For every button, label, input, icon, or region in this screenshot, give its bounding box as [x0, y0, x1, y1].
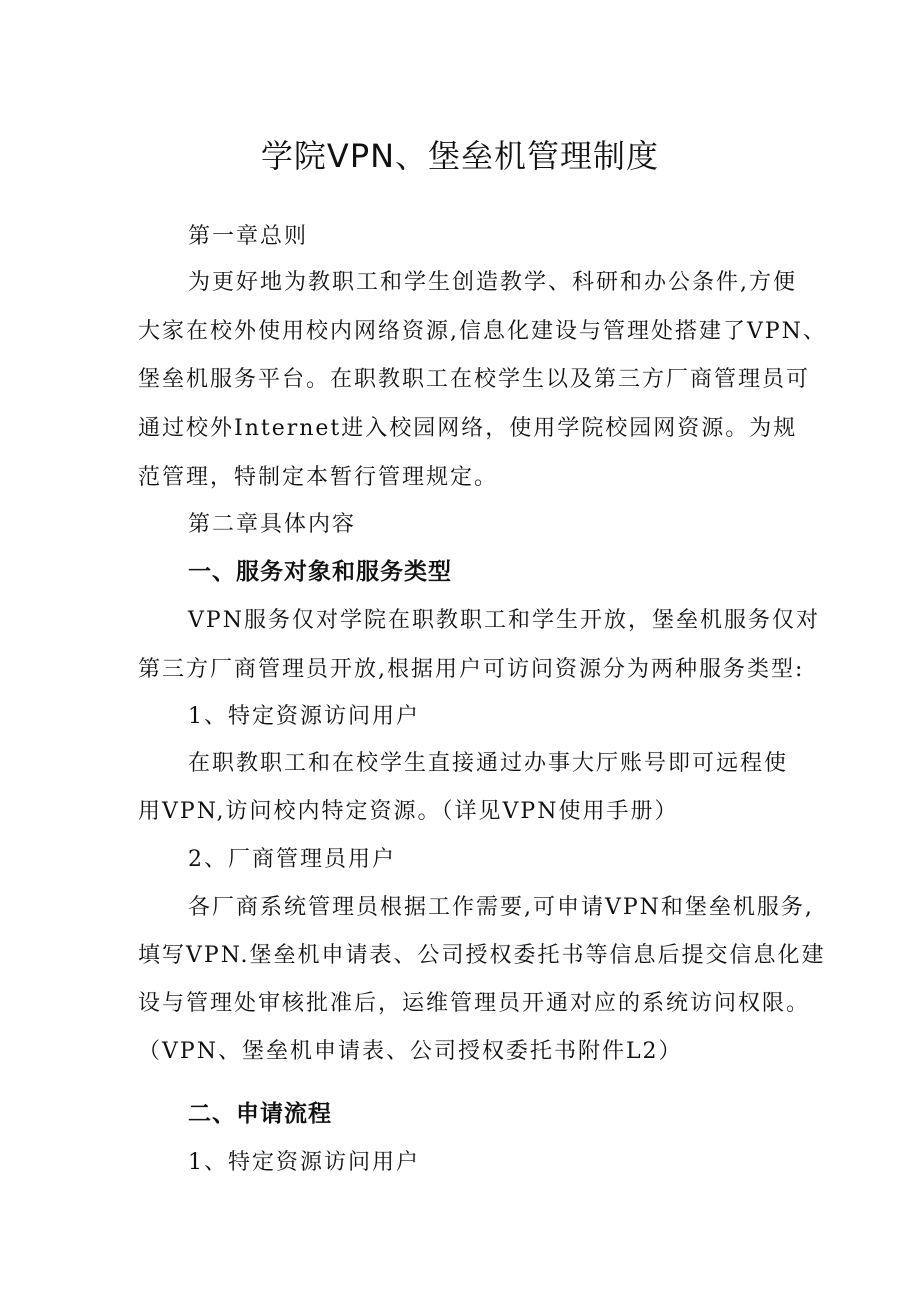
section-1-heading: 一、服务对象和服务类型 — [188, 559, 452, 585]
paragraph-line: 填写VPN.堡垒机申请表、公司授权委托书等信息后提交信息化建 — [138, 943, 826, 968]
paragraph-line: 各厂商系统管理员根据工作需要,可申请VPN和堡垒机服务, — [188, 895, 814, 920]
paragraph-line: 大家在校外使用校内网络资源,信息化建设与管理处搭建了VPN、 — [138, 319, 827, 344]
chapter-2-heading: 第二章具体内容 — [188, 512, 357, 537]
item-1-heading: 1、特定资源访问用户 — [188, 1150, 420, 1175]
paragraph-line: 第三方厂商管理员开放,根据用户可访问资源分为两种服务类型: — [138, 657, 805, 682]
paragraph-line: 为更好地为教职工和学生创造教学、科研和办公条件,方便 — [188, 270, 797, 295]
item-2-heading: 2、厂商管理员用户 — [188, 847, 396, 872]
paragraph-line: 在职教职工和在校学生直接通过办事大厅账号即可远程使 — [188, 751, 789, 776]
paragraph-line: 设与管理处审核批准后，运维管理员开通对应的系统访问权限。 — [138, 991, 811, 1016]
paragraph-line: 范管理，特制定本暂行管理规定。 — [138, 465, 499, 490]
paragraph-line: （VPN、堡垒机申请表、公司授权委托书附件L2） — [138, 1039, 683, 1064]
chapter-1-heading: 第一章总则 — [188, 224, 309, 249]
item-1-heading: 1、特定资源访问用户 — [188, 704, 420, 729]
paragraph-line: 用VPN,访问校内特定资源。（详见VPN使用手册） — [138, 799, 679, 824]
paragraph-line: 堡垒机服务平台。在职教职工在校学生以及第三方厂商管理员可 — [138, 367, 811, 392]
document-title: 学院VPN、堡垒机管理制度 — [260, 137, 660, 175]
section-2-heading: 二、申请流程 — [188, 1101, 332, 1127]
paragraph-line: 通过校外Internet进入校园网络，使用学院校园网资源。为规 — [138, 416, 798, 441]
paragraph-line: VPN服务仅对学院在职教职工和学生开放，堡垒机服务仅对 — [188, 608, 820, 633]
